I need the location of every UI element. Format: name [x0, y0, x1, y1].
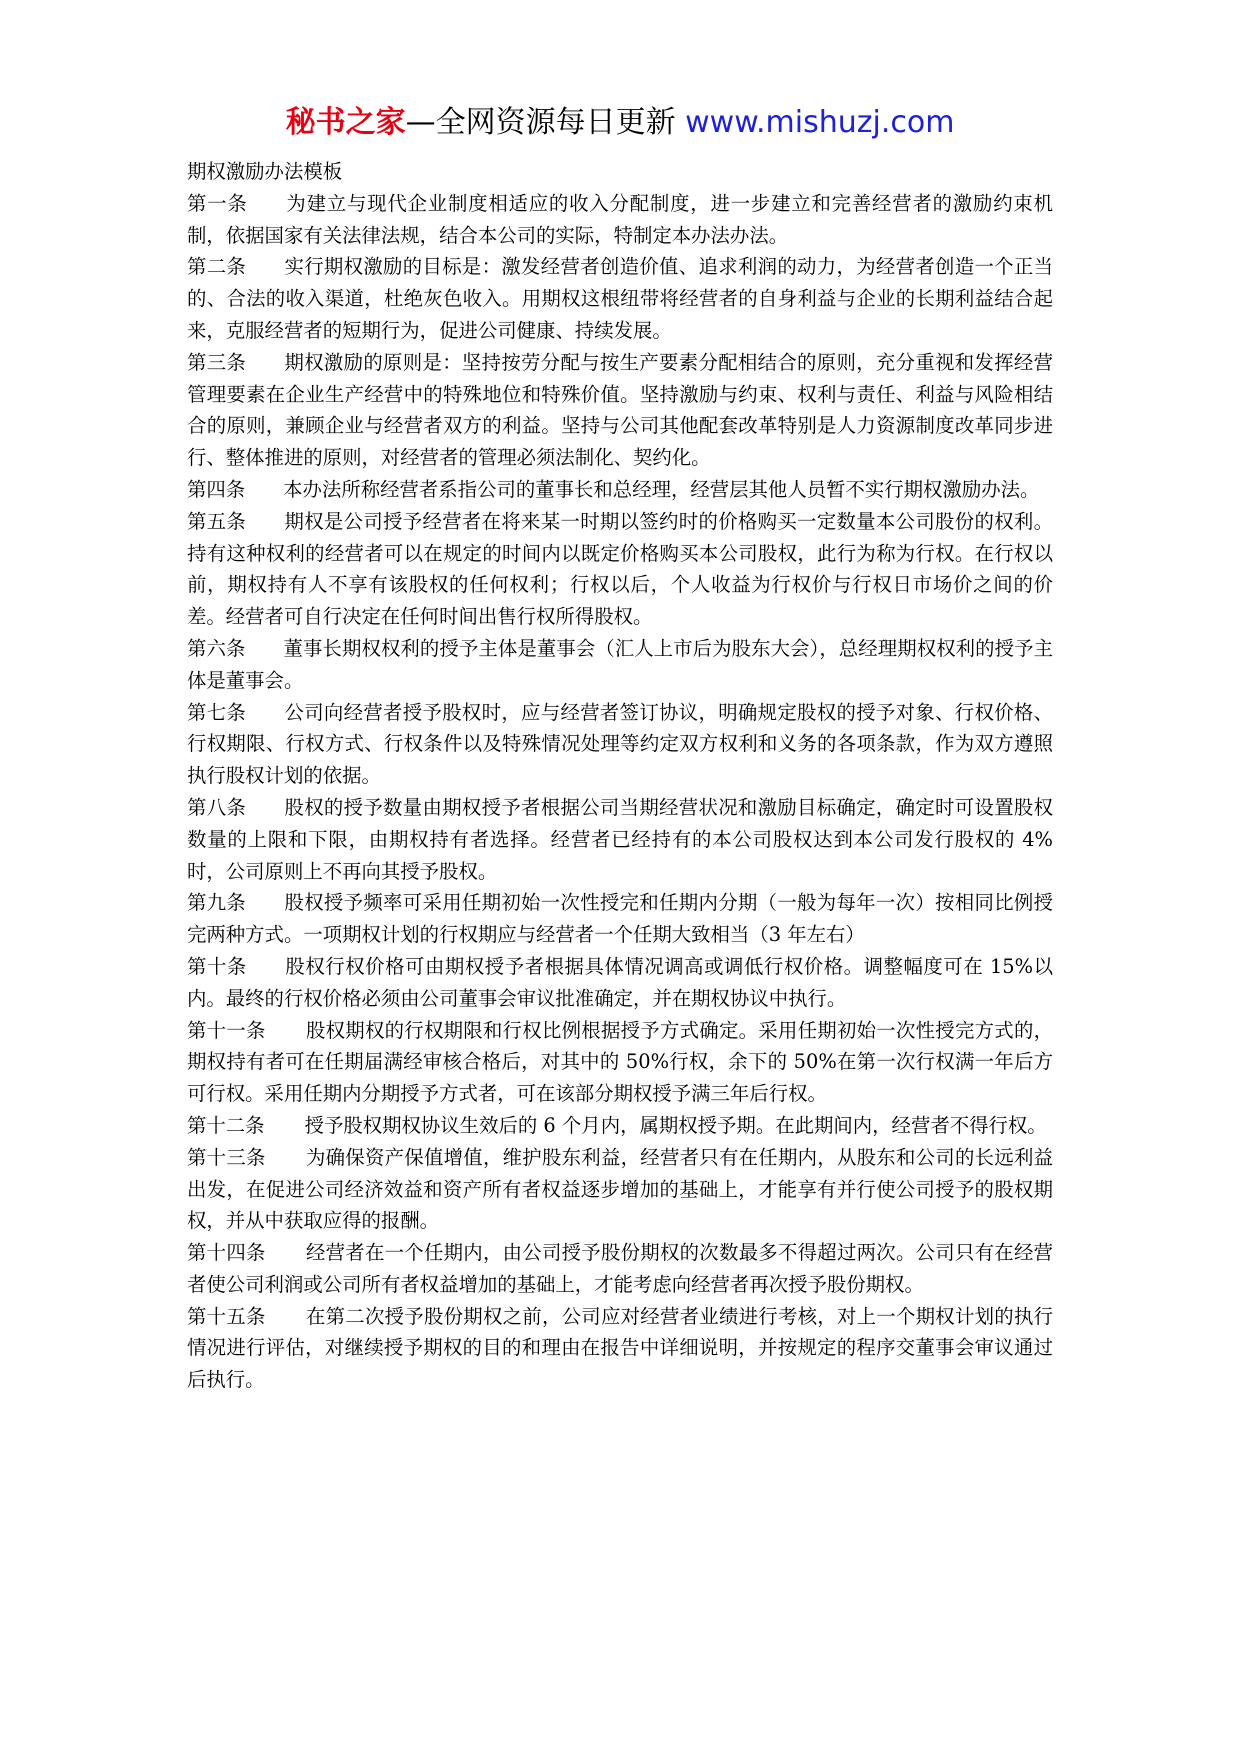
article-text: 经营者在一个任期内，由公司授予股份期权的次数最多不得超过两次。公司只有在经营者使公司利润或公司所有者权益增加的基础上，才能考虑向经营者再次授予股份期权。 — [187, 1241, 1054, 1296]
article-text: 为确保资产保值增值，维护股东利益，经营者只有在任期内，从股东和公司的长远利益出发，在促进公司经济效益和资产所有者权益逐步增加的基础上，才能享有并行使公司授予的股权期权，并从中获取应得的报酬。 — [187, 1145, 1054, 1233]
article-number: 第八条 — [187, 795, 247, 819]
article-text: 股权期权的行权期限和行权比例根据授予方式确定。采用任期初始一次性授完方式的，期权持有者可在任期届满经审核合格后，对其中的 50%行权，余下的 50%在第一次行权满一年后方可行权。采用任期内分期授予方式者，可在该部分期权授予满三年后行权。 — [187, 1018, 1054, 1106]
article-number: 第四条 — [187, 477, 246, 501]
article-15 — [187, 1301, 1053, 1396]
article-text: 董事长期权权利的授予主体是董事会（汇人上市后为股东大会），总经理期权权利的授予主体是董事会。 — [187, 636, 1053, 692]
article-8 — [187, 792, 1053, 887]
article-text: 股权行权价格可由期权授予者根据具体情况调高或调低行权价格。调整幅度可在 15%以内。最终的行权价格必须由公司董事会审议批准确定，并在期权协议中执行。 — [187, 954, 1054, 1010]
article-14 — [187, 1237, 1053, 1301]
header-banner — [0, 100, 1240, 146]
site-url-link[interactable]: www.mishuzj.com — [685, 105, 955, 140]
article-9 — [187, 887, 1053, 951]
article-text: 实行期权激励的目标是：激发经营者创造价值、追求利润的动力，为经营者创造一个正当的、合法的收入渠道，杜绝灰色收入。用期权这根纽带将经营者的自身利益与企业的长期利益结合起来，克服经营者的短期行为，促进公司健康、持续发展。 — [187, 255, 1054, 342]
article-text: 授予股权期权协议生效后的 6 个月内，属期权授予期。在此期间内，经营者不得行权。 — [304, 1113, 1047, 1137]
article-text: 在第二次授予股份期权之前，公司应对经营者业绩进行考核，对上一个期权计划的执行情况进行评估，对继续授予期权的目的和理由在报告中详细说明，并按规定的程序交董事会审议通过后执行。 — [187, 1304, 1054, 1392]
article-number: 第一条 — [187, 191, 248, 215]
article-number: 第十五条 — [187, 1304, 266, 1328]
article-number: 第十条 — [187, 954, 247, 978]
article-3 — [187, 347, 1053, 474]
document-title: 期权激励办法模板 — [187, 160, 343, 183]
article-4 — [187, 474, 1053, 506]
article-number: 第七条 — [187, 700, 247, 724]
brand-name: 秘书之家 — [285, 105, 406, 140]
document-body — [187, 156, 1053, 1396]
article-number: 第六条 — [187, 636, 246, 660]
article-text: 期权激励的原则是：坚持按劳分配与按生产要素分配相结合的原则，充分重视和发挥经营管理要素在企业生产经营中的特殊地位和特殊价值。坚持激励与约束、权利与责任、利益与风险相结合的原则，兼顾企业与经营者双方的利益。坚持与公司其他配套改革特别是人力资源制度改革同步进行、整体推进的原则，对经营者的管理必须法制化、契约化。 — [187, 350, 1054, 470]
article-number: 第十三条 — [187, 1145, 266, 1169]
article-number: 第十四条 — [187, 1241, 266, 1265]
article-text: 为建立与现代企业制度相适应的收入分配制度，进一步建立和完善经营者的激励约束机制，依据国家有关法律法规，结合本公司的实际，特制定本办法办法。 — [187, 191, 1054, 247]
article-text: 公司向经营者授予股权时，应与经营者签订协议，明确规定股权的授予对象、行权价格、行权期限、行权方式、行权条件以及特殊情况处理等约定双方权利和义务的各项条款，作为双方遵照执行股权计划的依据。 — [187, 700, 1054, 788]
banner-tagline: —全网资源每日更新 — [405, 105, 676, 140]
article-10 — [187, 951, 1053, 1015]
article-12 — [187, 1110, 1053, 1142]
article-number: 第十一条 — [187, 1018, 266, 1042]
article-number: 第五条 — [187, 509, 247, 533]
article-6 — [187, 633, 1053, 697]
article-13 — [187, 1142, 1053, 1237]
article-text: 股权授予频率可采用任期初始一次性授完和任期内分期（一般为每年一次）按相同比例授完两种方式。一项期权计划的行权期应与经营者一个任期大致相当（3 年左右） — [187, 891, 1054, 947]
article-2 — [187, 251, 1053, 346]
article-number: 第三条 — [187, 350, 247, 374]
article-11 — [187, 1015, 1053, 1110]
article-number: 第二条 — [187, 255, 247, 279]
article-text: 股权的授予数量由期权授予者根据公司当期经营状况和激励目标确定，确定时可设置股权数量的上限和下限，由期权持有者选择。经营者已经持有的本公司股权达到本公司发行股权的 4%时，公司原则上不再向其授予股权。 — [187, 795, 1054, 883]
article-number: 第十二条 — [187, 1113, 265, 1137]
article-1 — [187, 188, 1053, 252]
article-number: 第九条 — [187, 891, 247, 915]
article-7 — [187, 697, 1053, 792]
article-5 — [187, 506, 1053, 633]
article-text: 期权是公司授予经营者在将来某一时期以签约时的价格购买一定数量本公司股份的权利。持有这种权利的经营者可以在规定的时间内以既定价格购买本公司股权，此行为称为行权。在行权以前，期权持有人不享有该股权的任何权利；行权以后，个人收益为行权价与行权日市场价之间的价差。经营者可自行决定在任何时间出售行权所得股权。 — [187, 509, 1054, 629]
article-text: 本办法所称经营者系指公司的董事长和总经理，经营层其他人员暂不实行期权激励办法。 — [283, 477, 1040, 501]
